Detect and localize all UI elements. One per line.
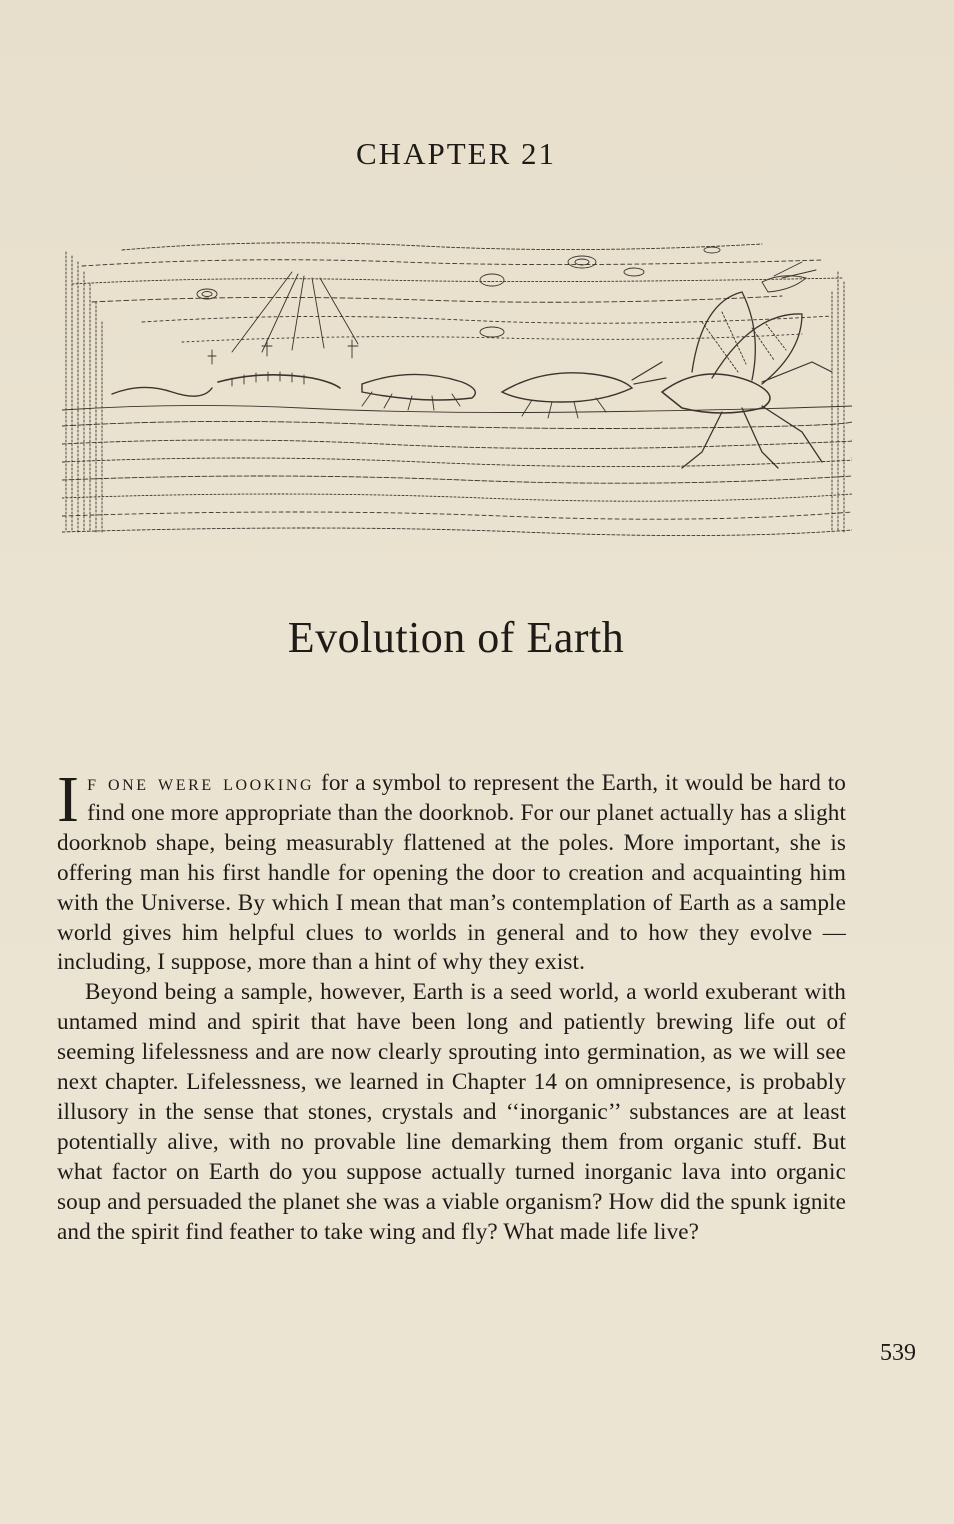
- paragraph-2: Beyond being a sample, however, Earth is a seed world, a world exuberant with untamed mind and spirit that have been long and patiently brewing life out of seeming lifelessness and are now clearly sprouting into germination, as we will see next chapter. Lifelessness, we learned in Chapter 14 on omnipresence, is probably illusory in the sense that stones, crystals and ‘‘inorganic’’ substances are at least potentially alive, with no provable line demarking them from organic stuff. But what factor on Earth do you suppose actually turned inorganic lava into organic soup and persuaded the planet she was a viable organism? How did the spunk ignite and the spirit find feather to take wing and fly? What made life live?: [57, 979, 846, 1245]
- chapter-heading: CHAPTER 21: [356, 136, 556, 171]
- paragraph-1-text: for a symbol to represent the Earth, it would be hard to find one more appropriate than the doorknob. For our planet actually has a slight doorknob shape, being measurably flattened at the poles. More important, she is offering man his first handle for opening the door to creation and acquainting him with the Universe. By which I mean that man’s contemplation of Earth as a sample world gives him helpful clues to worlds in general and to how they evolve — including, I suppose, more than a hint of why they exist.: [57, 770, 846, 976]
- page-number: 539: [880, 1340, 916, 1366]
- chapter-title: Evolution of Earth: [287, 613, 625, 662]
- body-text: [57, 763, 846, 1248]
- drop-cap: I: [57, 763, 80, 836]
- paragraph-1: [57, 763, 846, 978]
- evolution-engraving-icon: [62, 232, 852, 546]
- lead-in: f one were looking: [87, 770, 315, 796]
